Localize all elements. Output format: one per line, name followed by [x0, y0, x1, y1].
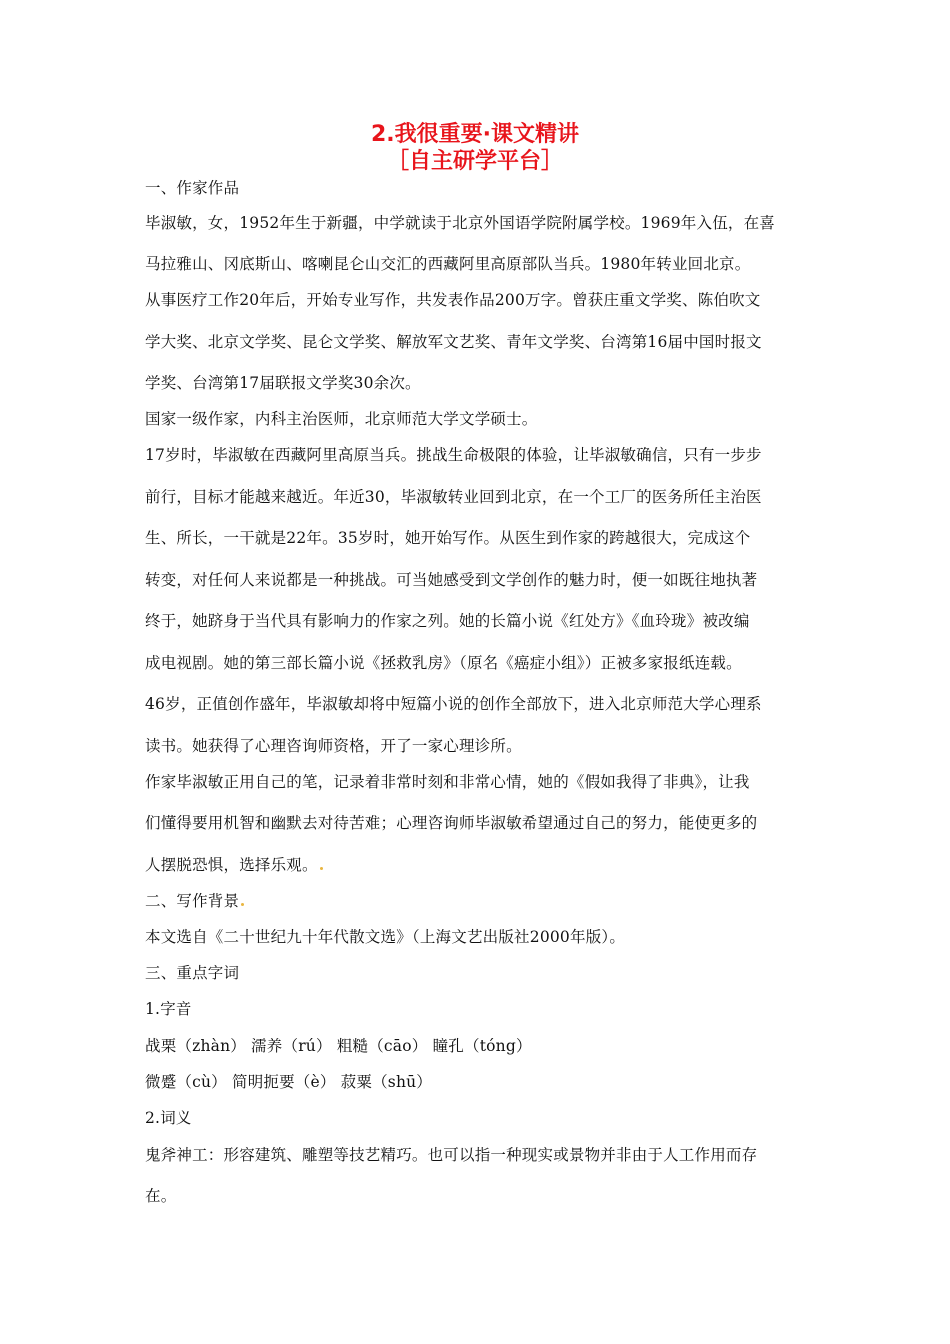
paragraph-line: 从事医疗工作20年后，开始专业写作，共发表作品200万字。曾获庄重文学奖、陈伯吹文 [145, 291, 761, 309]
paragraph-line: 人摆脱恐惧，选择乐观。 [145, 856, 318, 874]
paragraph-line: 17岁时，毕淑敏在西藏阿里高原当兵。挑战生命极限的体验，让毕淑敏确信，只有一步步 [145, 446, 762, 464]
paragraph-line: 毕淑敏，女，1952年生于新疆，中学就读于北京外国语学院附属学校。1969年入伍，在喜 [145, 214, 775, 232]
pronunciation-line: 战栗（zhàn） 濡养（rú） 粗糙（cāo） 瞳孔（tóng） [145, 1037, 532, 1055]
paragraph-line: 生、所长，一干就是22年。35岁时，她开始写作。从医生到作家的跨越很大，完成这个 [145, 529, 751, 547]
paragraph-line: 本文选自《二十世纪九十年代散文选》（上海文艺出版社2000年版）。 [145, 928, 626, 946]
mark-dot [320, 867, 323, 870]
paragraph-line: 国家一级作家，内科主治医师，北京师范大学文学硕士。 [145, 410, 538, 428]
document-title: 2.我很重要·课文精讲 [370, 122, 580, 147]
paragraph-line: 们懂得要用机智和幽默去对待苦难；心理咨询师毕淑敏希望通过自己的努力，能使更多的 [145, 814, 758, 832]
paragraph-line: 转变，对任何人来说都是一种挑战。可当她感受到文学创作的魅力时，便一如既往地执著 [145, 571, 758, 589]
paragraph-line: 作家毕淑敏正用自己的笔，记录着非常时刻和非常心情，她的《假如我得了非典》，让我 [145, 773, 750, 791]
subheading-pronunciation: 1.字音 [145, 1000, 192, 1018]
heading-line-wrap [145, 891, 244, 911]
paragraph-line: 46岁，正值创作盛年，毕淑敏却将中短篇小说的创作全部放下，进入北京师范大学心理系 [145, 695, 762, 713]
mark-dot [241, 903, 244, 906]
paragraph-line: 学大奖、北京文学奖、昆仑文学奖、解放军文艺奖、青年文学奖、台湾第16届中国时报文 [145, 333, 762, 351]
paragraph-line: 马拉雅山、冈底斯山、喀喇昆仑山交汇的西藏阿里高原部队当兵。1980年转业回北京。 [145, 255, 751, 273]
section-banner: ［自主研学平台］ [386, 149, 563, 174]
subheading-meaning: 2.词义 [145, 1109, 192, 1127]
paragraph-line: 读书。她获得了心理咨询师资格，开了一家心理诊所。 [145, 737, 522, 755]
paragraph-line-wrap [145, 855, 323, 875]
definition-line: 鬼斧神工：形容建筑、雕塑等技艺精巧。也可以指一种现实或景物并非由于人工作用而存 [145, 1146, 758, 1164]
paragraph-line: 前行，目标才能越来越近。年近30，毕淑敏转业回到北京，在一个工厂的医务所任主治医 [145, 488, 762, 506]
paragraph-line: 学奖、台湾第17届联报文学奖30余次。 [145, 374, 421, 392]
pronunciation-line: 微蹙（cù） 简明扼要（è） 菽粟（shū） [145, 1073, 433, 1091]
heading-writing-background: 二、写作背景 [145, 892, 240, 910]
definition-line: 在。 [145, 1187, 177, 1205]
heading-author-works: 一、作家作品 [145, 179, 240, 197]
paragraph-line: 终于，她跻身于当代具有影响力的作家之列。她的长篇小说《红处方》《血玲珑》被改编 [145, 612, 750, 630]
heading-key-words: 三、重点字词 [145, 964, 240, 982]
paragraph-line: 成电视剧。她的第三部长篇小说《拯救乳房》（原名《癌症小组》）正被多家报纸连载。 [145, 654, 742, 672]
